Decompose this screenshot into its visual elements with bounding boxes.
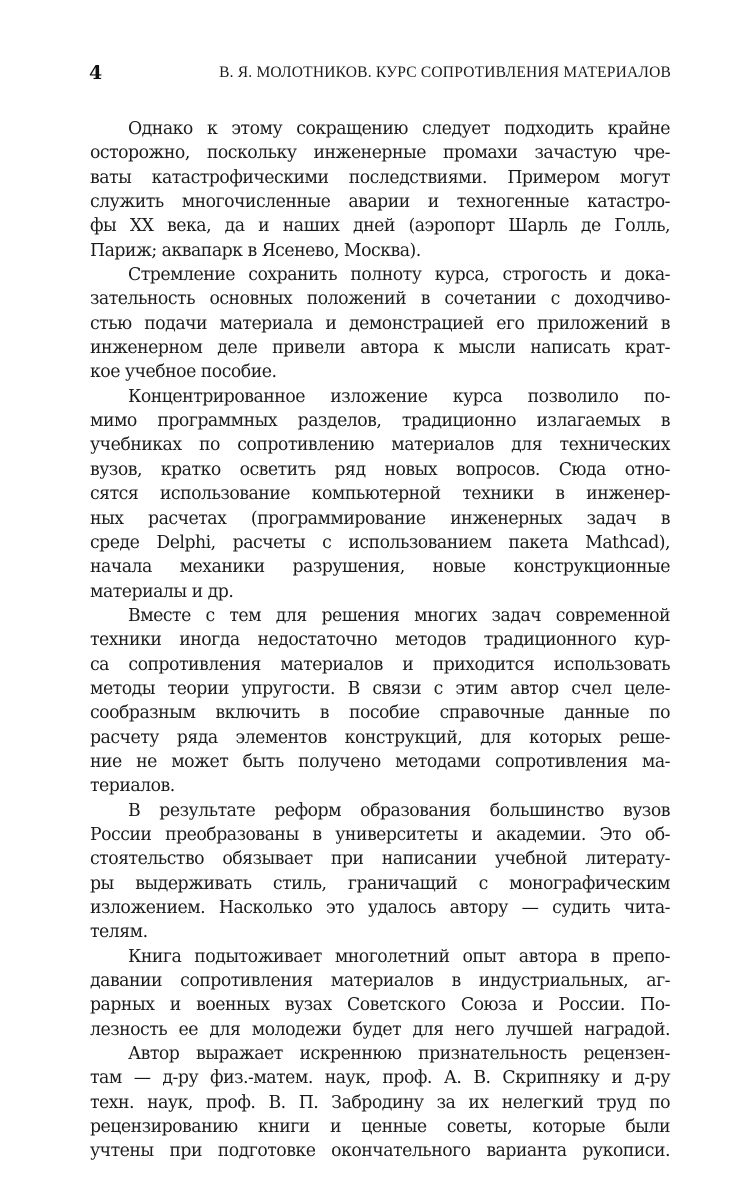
- text-line: рарных и военных вузах Советского Союза и России. По-: [90, 995, 670, 1016]
- text-line: сятся использование компьютерной техники в инженер-: [90, 484, 670, 505]
- text-line: Стремление сохранить полноту курса, строгость и дока-: [128, 265, 670, 286]
- text-line: учтены при подготовке окончательного варианта рукописи.: [90, 1141, 670, 1162]
- paragraph: [90, 799, 670, 945]
- text-line: методы теории упругости. В связи с этим автор счел целе-: [90, 678, 670, 699]
- page-number: 4: [89, 62, 103, 84]
- text-line: осторожно, поскольку инженерные промахи зачастую чре-: [90, 143, 670, 164]
- text-line: фы XX века, да и наших дней (аэропорт Шарль де Голль,: [90, 216, 670, 237]
- text-line: давании сопротивления материалов в индустриальных, аг-: [90, 971, 670, 992]
- text-line: вузов, кратко осветить ряд новых вопросов. Сюда отно-: [90, 459, 670, 480]
- paragraph: [90, 385, 670, 604]
- text-line: ваты катастрофическими последствиями. Примером могут: [90, 167, 670, 188]
- text-line: техники иногда недостаточно методов традиционного кур-: [90, 630, 670, 651]
- text-line: рецензированию книги и ценные советы, которые были: [90, 1117, 670, 1138]
- text-line: Вместе с тем для решения многих задач современной: [128, 605, 670, 626]
- text-line: териалов.: [90, 776, 175, 797]
- paragraph: [90, 604, 670, 799]
- text-line: Книга подытоживает многолетний опыт автора в препо-: [128, 946, 670, 967]
- text-line: начала механики разрушения, новые конструкционные: [90, 557, 670, 578]
- paragraph: [90, 945, 670, 1042]
- text-line: ных расчетах (программирование инженерных задач в: [90, 508, 670, 529]
- text-line: среде Delphi, расчеты с использованием пакета Mathcad),: [90, 532, 670, 553]
- text-line: ние не может быть получено методами сопротивления ма-: [90, 751, 670, 772]
- text-line: зательность основных положений в сочетании с доходчиво-: [90, 289, 670, 310]
- paragraph: [90, 263, 670, 385]
- text-line: кое учебное пособие.: [90, 362, 277, 383]
- text-line: служить многочисленные аварии и техногенные катастро-: [90, 192, 670, 213]
- paragraph: [90, 1042, 670, 1164]
- text-line: ры выдерживать стиль, граничащий с монографическим: [90, 873, 670, 894]
- text-line: учебниках по сопротивлению материалов для технических: [90, 435, 670, 456]
- text-line: В результате реформ образования большинство вузов: [128, 800, 670, 821]
- page-header: [89, 58, 671, 88]
- text-line: инженерном деле привели автора к мысли написать крат-: [90, 338, 670, 359]
- paragraph: [90, 117, 670, 263]
- text-line: там — д-ру физ.-матем. наук, проф. А. В. Скрипняку и д-ру: [90, 1068, 670, 1089]
- text-line: техн. наук, проф. В. П. Забродину за их нелегкий труд по: [90, 1092, 670, 1113]
- text-line: стью подачи материала и демонстрацией его приложений в: [90, 313, 670, 334]
- text-line: сообразным включить в пособие справочные данные по: [90, 703, 670, 724]
- text-line: России преобразованы в университеты и академии. Это об-: [90, 824, 670, 845]
- text-line: материалы и др.: [90, 581, 234, 602]
- text-line: Автор выражает искреннюю признательность рецензен-: [128, 1044, 670, 1065]
- text-line: Концентрированное изложение курса позволило по-: [128, 386, 670, 407]
- text-line: са сопротивления материалов и приходится использовать: [90, 654, 670, 675]
- text-line: телям.: [90, 922, 148, 943]
- body-text: [90, 117, 670, 1164]
- running-title: В. Я. МОЛОТНИКОВ. КУРС СОПРОТИВЛЕНИЯ МАТЕРИАЛОВ: [219, 64, 671, 81]
- text-line: расчету ряда элементов конструкций, для которых реше-: [90, 727, 670, 748]
- text-line: Однако к этому сокращению следует подходить крайне: [128, 119, 670, 139]
- text-line: Париж; аквапарк в Ясенево, Москва).: [90, 240, 421, 261]
- text-line: мимо программных разделов, традиционно излагаемых в: [90, 411, 670, 432]
- text-line: изложением. Насколько это удалось автору — судить чита-: [90, 898, 670, 918]
- text-line: лезность ее для молодежи будет для него лучшей наградой.: [90, 1019, 670, 1040]
- text-line: стоятельство обязывает при написании учебной литерату-: [90, 849, 670, 870]
